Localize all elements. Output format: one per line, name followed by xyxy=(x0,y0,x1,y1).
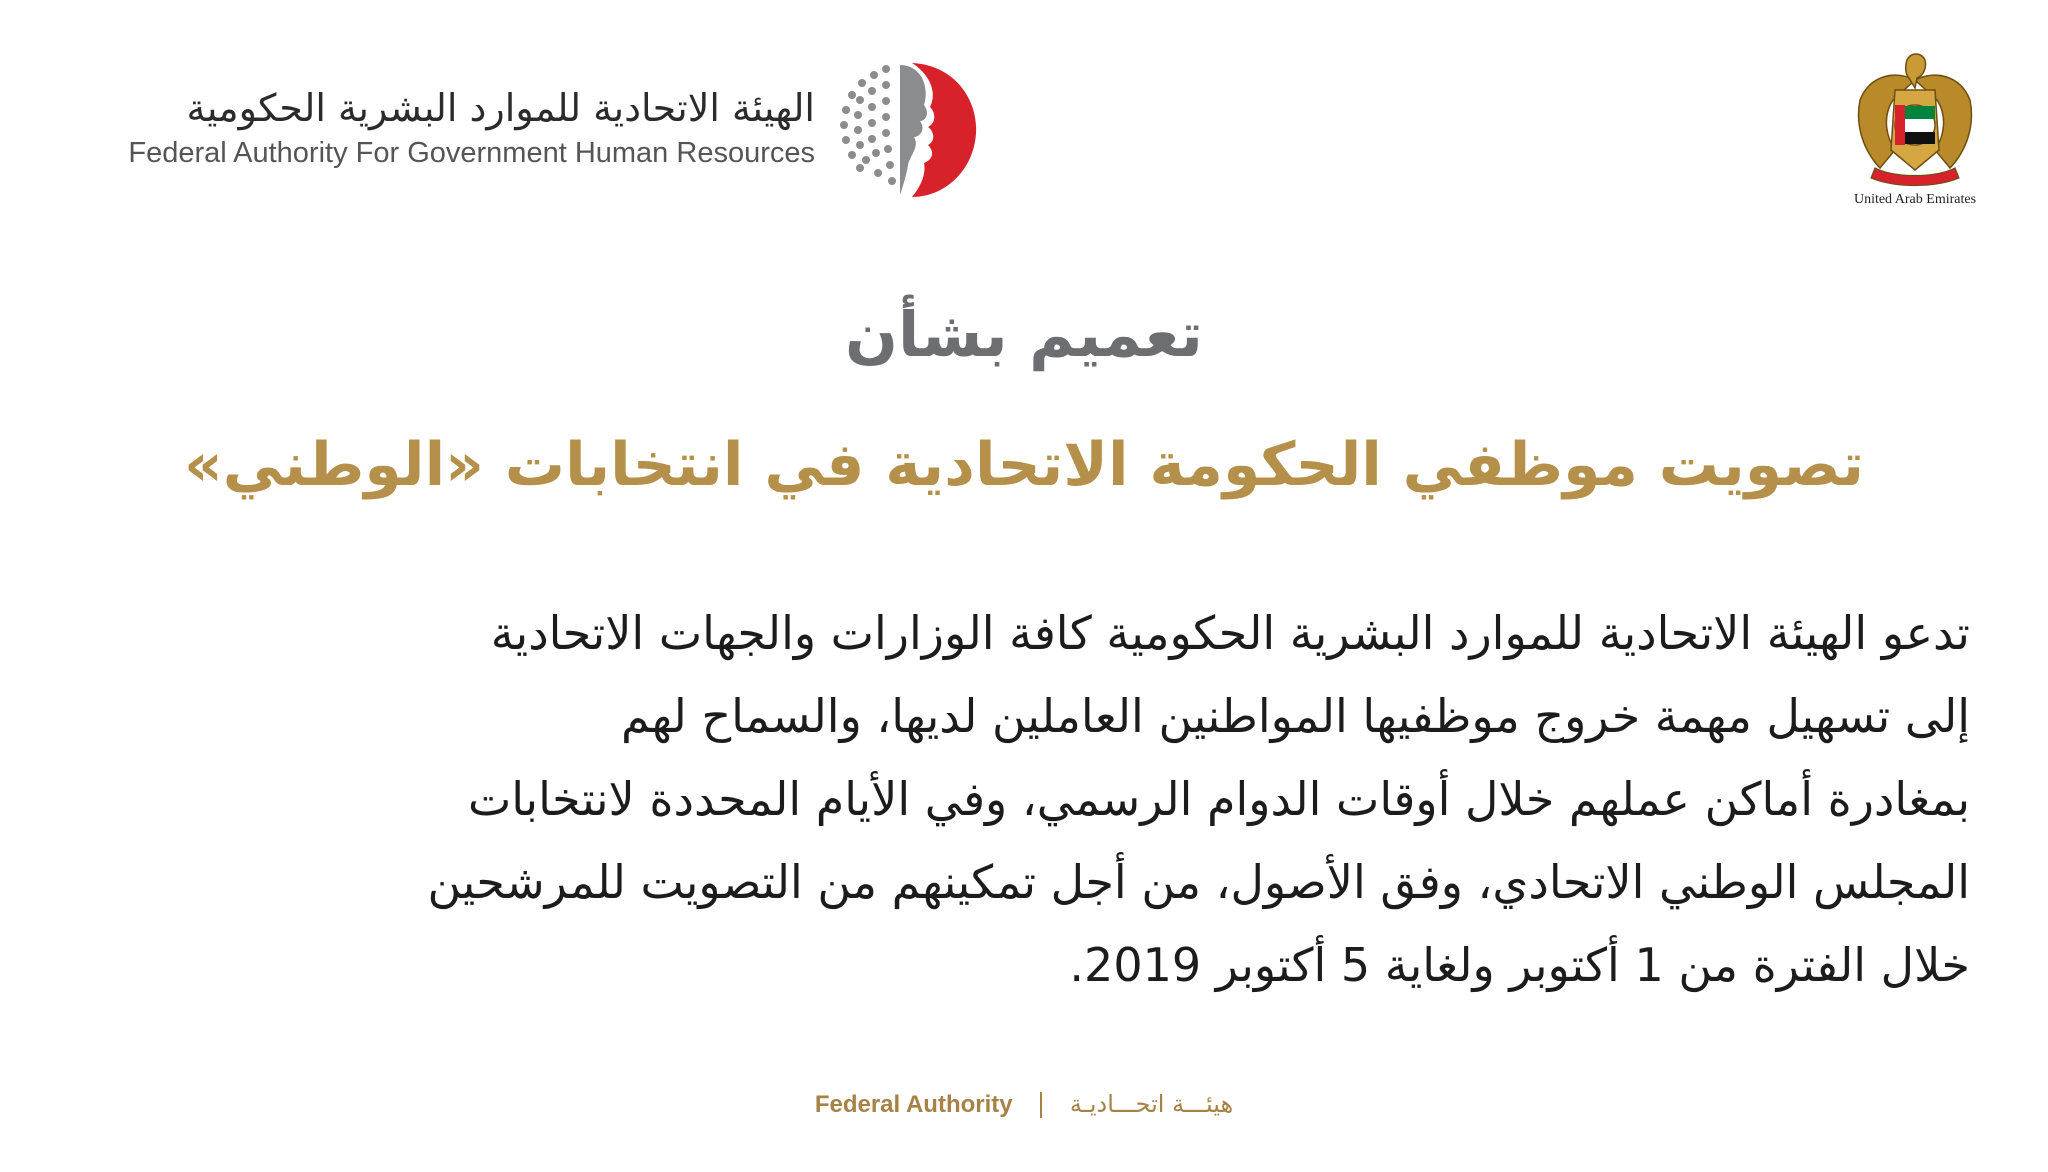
body-line: المجلس الوطني الاتحادي، وفق الأصول، من أجل تمكينهم من التصويت للمرشحين xyxy=(427,855,1970,909)
falcon-emblem-icon xyxy=(1855,50,1975,190)
uae-caption: United Arab Emirates xyxy=(1853,192,1977,207)
circular-subject: تصويت موظفي الحكومة الاتحادية في انتخابات «الوطني» xyxy=(183,430,1865,500)
body-line: تدعو الهيئة الاتحادية للموارد البشرية الحكومية كافة الوزارات والجهات الاتحادية xyxy=(490,606,1970,660)
footer-divider xyxy=(1040,1092,1042,1118)
fahr-logo-text xyxy=(80,83,815,173)
circular-body xyxy=(80,592,1970,1007)
footer-arabic: هيئـــة اتحـــاديـة xyxy=(1069,1090,1234,1118)
body-line: إلى تسهيل مهمة خروج موظفيها المواطنين العاملين لديها، والسماح لهم xyxy=(620,689,1970,743)
uae-emblem xyxy=(1855,50,1975,210)
body-line: خلال الفترة من 1 أكتوبر ولغاية 5 أكتوبر 2019. xyxy=(1069,938,1970,992)
org-name-english: Federal Authority For Government Human Resources xyxy=(128,137,815,169)
fahr-logo xyxy=(80,55,980,205)
header xyxy=(0,0,2048,220)
circular-title: تعميم بشأن xyxy=(845,298,1203,371)
footer-english: Federal Authority xyxy=(814,1091,1013,1118)
body-line: بمغادرة أماكن عملهم خلال أوقات الدوام الرسمي، وفي الأيام المحددة لانتخابات xyxy=(467,772,1970,826)
org-name-arabic: الهيئة الاتحادية للموارد البشرية الحكومية xyxy=(186,86,815,130)
fahr-logo-mark xyxy=(830,55,980,205)
footer-signature xyxy=(0,1090,2048,1119)
